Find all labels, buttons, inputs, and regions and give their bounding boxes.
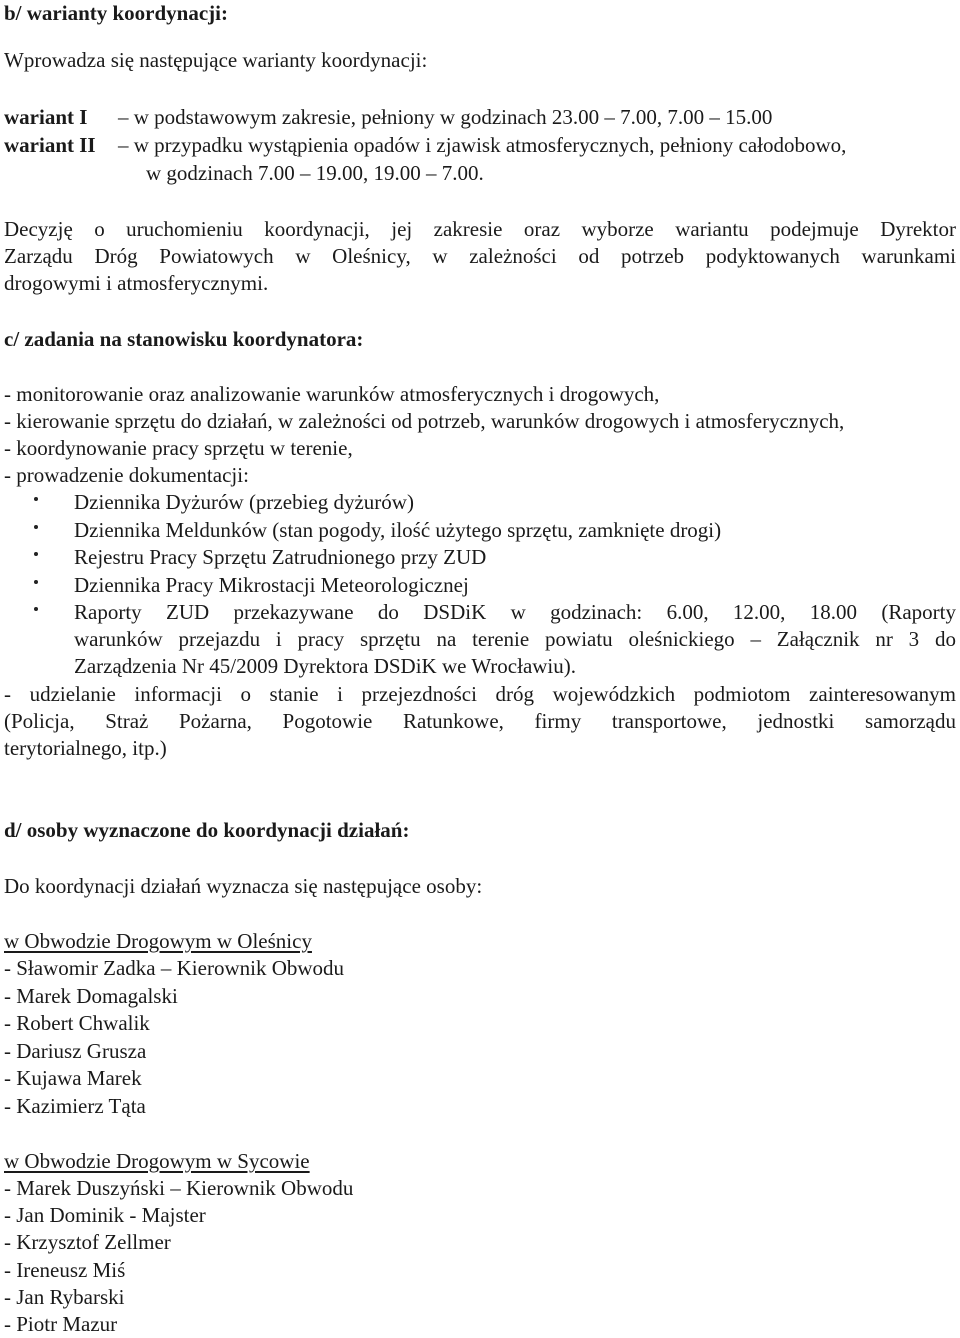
decision-paragraph-line-1: Decyzję o uruchomieniu koordynacji, jej zakresie oraz wyborze wariantu podejmuje Dyrektor	[4, 217, 956, 241]
bullet-icon	[34, 607, 40, 613]
person-list-item: - Jan Rybarski	[4, 1285, 125, 1309]
section-d-heading: d/ osoby wyznaczone do koordynacji działań:	[4, 818, 410, 842]
person-list-item: - Ireneusz Miś	[4, 1258, 126, 1282]
bullet-icon	[34, 580, 40, 586]
variant-2-text: – w przypadku wystąpienia opadów i zjawisk atmosferycznych, pełniony całodobowo,	[118, 133, 847, 157]
person-list-item: - Piotr Mazur	[4, 1312, 118, 1336]
task-monitoring: - monitorowanie oraz analizowanie warunków atmosferycznych i drogowych,	[4, 382, 660, 406]
doc-item-weather-station-log: Dziennika Pracy Mikrostacji Meteorologicznej	[74, 573, 469, 597]
person-list-item: - Dariusz Grusza	[4, 1039, 147, 1063]
task-coordination: - koordynowanie pracy sprzętu w terenie,	[4, 436, 353, 460]
person-list-item: - Kazimierz Tąta	[4, 1094, 146, 1118]
doc-item-duty-log: Dziennika Dyżurów (przebieg dyżurów)	[74, 490, 414, 514]
bullet-icon	[34, 497, 40, 503]
section-c-heading: c/ zadania na stanowisku koordynatora:	[4, 327, 364, 351]
doc-item-reports-line-3: Zarządzenia Nr 45/2009 Dyrektora DSDiK we Wrocławiu).	[74, 654, 577, 678]
person-list-item: - Krzysztof Zellmer	[4, 1230, 171, 1254]
person-list-item: - Jan Dominik - Majster	[4, 1203, 206, 1227]
group-syców-title: w Obwodzie Drogowym w Sycowie	[4, 1149, 310, 1173]
bullet-icon	[34, 525, 40, 531]
task-information-line-1: - udzielanie informacji o stanie i przejezdności dróg wojewódzkich podmiotom zainteresowanym	[4, 682, 956, 706]
doc-item-equipment-register: Rejestru Pracy Sprzętu Zatrudnionego przy ZUD	[74, 545, 487, 569]
task-information-line-3: terytorialnego, itp.)	[4, 736, 167, 760]
person-list-item: - Marek Duszyński – Kierownik Obwodu	[4, 1176, 354, 1200]
task-equipment-direction: - kierowanie sprzętu do działań, w zależności od potrzeb, warunków drogowych i atmosferycznych,	[4, 409, 845, 433]
bullet-icon	[34, 552, 40, 558]
group-olesnica-title: w Obwodzie Drogowym w Oleśnicy	[4, 929, 312, 953]
variant-2-continuation: w godzinach 7.00 – 19.00, 19.00 – 7.00.	[146, 161, 484, 185]
person-list-item: - Robert Chwalik	[4, 1011, 150, 1035]
doc-item-report-log: Dziennika Meldunków (stan pogody, ilość użytego sprzętu, zamknięte drogi)	[74, 518, 722, 542]
person-list-item: - Kujawa Marek	[4, 1066, 142, 1090]
doc-item-reports-line-2: warunków przejazdu i pracy sprzętu na terenie powiatu oleśnickiego – Załącznik nr 3 do	[74, 627, 956, 651]
section-b-heading: b/ warianty koordynacji:	[4, 1, 229, 25]
section-d-intro: Do koordynacji działań wyznacza się następujące osoby:	[4, 874, 483, 898]
variant-1-label: wariant I	[4, 105, 88, 129]
task-documentation: - prowadzenie dokumentacji:	[4, 463, 249, 487]
variant-2-label: wariant II	[4, 133, 96, 157]
task-information-line-2: (Policja, Straż Pożarna, Pogotowie Ratunkowe, firmy transportowe, jednostki samorządu	[4, 709, 956, 733]
section-b-intro: Wprowadza się następujące warianty koordynacji:	[4, 48, 428, 72]
decision-paragraph-line-3: drogowymi i atmosferycznymi.	[4, 271, 269, 295]
variant-1-text: – w podstawowym zakresie, pełniony w godzinach 23.00 – 7.00, 7.00 – 15.00	[118, 105, 773, 129]
person-list-item: - Sławomir Zadka – Kierownik Obwodu	[4, 956, 345, 980]
doc-item-reports-line-1: Raporty ZUD przekazywane do DSDiK w godzinach: 6.00, 12.00, 18.00 (Raporty	[74, 600, 956, 624]
person-list-item: - Marek Domagalski	[4, 984, 178, 1008]
decision-paragraph-line-2: Zarządu Dróg Powiatowych w Oleśnicy, w zależności od potrzeb podyktowanych warunkami	[4, 244, 956, 268]
